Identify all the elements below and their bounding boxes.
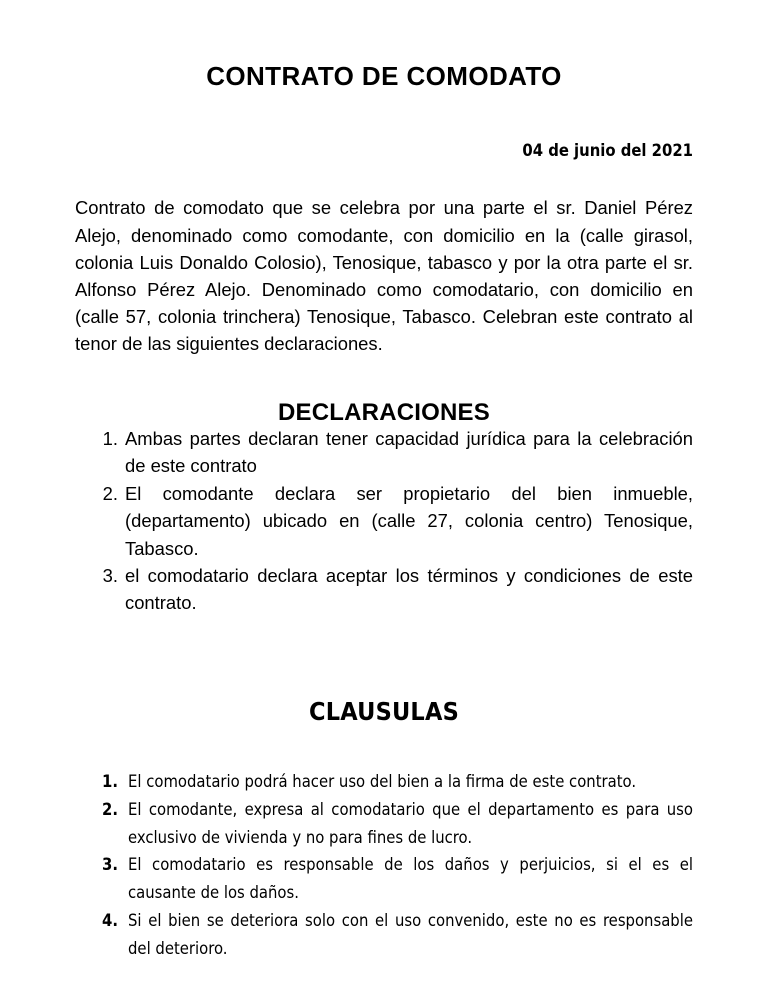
clausulas-list	[75, 768, 693, 963]
list-item-number: 4.	[102, 910, 118, 930]
list-item	[75, 562, 693, 617]
section-heading-clausulas: CLAUSULAS	[309, 696, 459, 726]
list-item-text: El comodatario es responsable de los daños y perjuicios, si el es el causante de los daños.	[128, 855, 693, 903]
list-item-number: 2.	[102, 799, 118, 819]
list-item-number: 3.	[102, 565, 118, 587]
page-title: CONTRATO DE COMODATO	[206, 61, 562, 92]
list-item	[75, 851, 693, 907]
list-item-text: El comodante, expresa al comodatario que el departamento es para uso exclusivo de vivienda y no para fines de lucro.	[128, 799, 693, 847]
intro-paragraph: Contrato de comodato que se celebra por una parte el sr. Daniel Pérez Alejo, denominado como comodante, con domicilio en la (calle girasol, colonia Luis Donaldo Colosio), Tenosique, tabasco y por la otra parte el sr. Alfonso Pérez Alejo. Denominado como comodatario, con domicilio en (calle 57, colonia trinchera) Tenosique, Tabasco. Celebran este contrato al tenor de las siguientes declaraciones.	[75, 197, 693, 355]
list-item-text: El comodatario podrá hacer uso del bien a la firma de este contrato.	[128, 772, 637, 791]
list-item-text: Ambas partes declaran tener capacidad jurídica para la celebración de este contrato	[125, 428, 693, 477]
list-item	[75, 796, 693, 852]
list-item	[75, 480, 693, 562]
list-item-number: 1.	[102, 772, 118, 791]
list-item	[75, 907, 693, 963]
list-item-number: 3.	[102, 855, 118, 875]
document-date: 04 de junio del 2021	[522, 141, 693, 160]
list-item-text: el comodatario declara aceptar los términos y condiciones de este contrato.	[125, 565, 693, 614]
list-item	[75, 425, 693, 480]
list-item-text: El comodante declara ser propietario del bien inmueble, (departamento) ubicado en (calle 27, colonia centro) Tenosique, Tabasco.	[125, 482, 693, 559]
section-heading-declaraciones: DECLARACIONES	[278, 398, 490, 426]
list-item-text: Si el bien se deteriora solo con el uso convenido, este no es responsable del deterioro.	[128, 910, 693, 958]
declaraciones-list	[75, 425, 693, 617]
list-item	[75, 768, 693, 796]
list-item-number: 1.	[102, 428, 118, 449]
list-item-number: 2.	[102, 482, 118, 504]
